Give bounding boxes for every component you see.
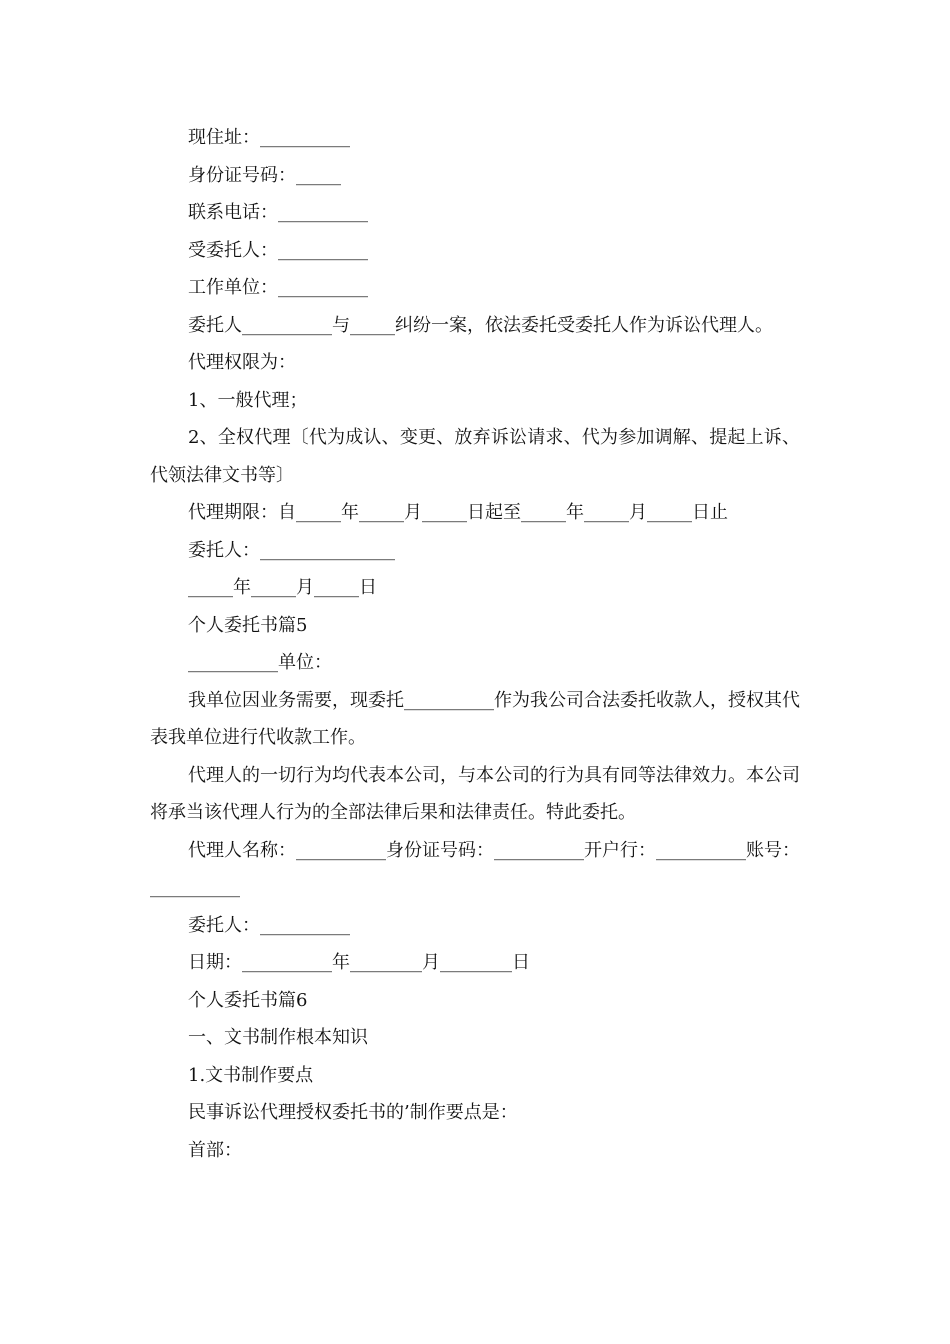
authority-heading: 代理权限为： xyxy=(188,352,296,373)
header-part-label: 首部： xyxy=(188,1139,242,1161)
agency-period-line: 代理期限：自_____年_____月_____日起至_____年_____月_____日止 xyxy=(188,502,728,523)
entrustment-paragraph: 委托人__________与_____纠纷一案，依法委托受委托人作为诉讼代理人。 xyxy=(188,314,773,336)
workplace-line: 工作单位：__________ xyxy=(188,277,368,298)
document-body xyxy=(150,119,800,1169)
id-number-line: 身份证号码：_____ xyxy=(188,164,341,186)
section-title-6: 个人委托书篇6 xyxy=(188,989,308,1011)
agent-details-line: 代理人名称：__________身份证号码：__________开户行：__________账号：__________ xyxy=(150,839,800,898)
agent-line: 受委托人：__________ xyxy=(188,239,368,261)
date-line: 日期：__________年________月________日 xyxy=(188,952,530,973)
subsection-heading-basics: 一、文书制作根本知识 xyxy=(188,1027,368,1048)
subsection-heading-points: 1.文书制作要点 xyxy=(188,1064,314,1086)
current-address-line: 现住址：__________ xyxy=(188,127,350,148)
phone-line: 联系电话：__________ xyxy=(188,202,368,223)
points-intro-line: 民事诉讼代理授权委托书的’制作要点是： xyxy=(188,1102,518,1123)
collection-authorization-paragraph: 我单位因业务需要，现委托__________作为我公司合法委托收款人，授权其代表我单位进行代收款工作。 xyxy=(150,689,800,748)
section-title-5: 个人委托书篇5 xyxy=(188,614,308,636)
principal-line: 委托人：__________ xyxy=(188,914,350,936)
signature-date-line: _____年_____月_____日 xyxy=(188,577,377,598)
principal-signature-line: 委托人：_______________ xyxy=(188,539,395,561)
addressee-unit-line: __________单位： xyxy=(188,652,332,673)
authority-item-general: 1、一般代理； xyxy=(188,389,308,411)
legal-effect-paragraph: 代理人的一切行为均代表本公司，与本公司的行为具有同等法律效力。本公司将承当该代理人行为的全部法律后果和法律责任。特此委托。 xyxy=(150,764,800,823)
authority-item-full: 2、全权代理〔代为成认、变更、放弃诉讼请求、代为参加调解、提起上诉、代领法律文书等〕 xyxy=(150,427,800,486)
